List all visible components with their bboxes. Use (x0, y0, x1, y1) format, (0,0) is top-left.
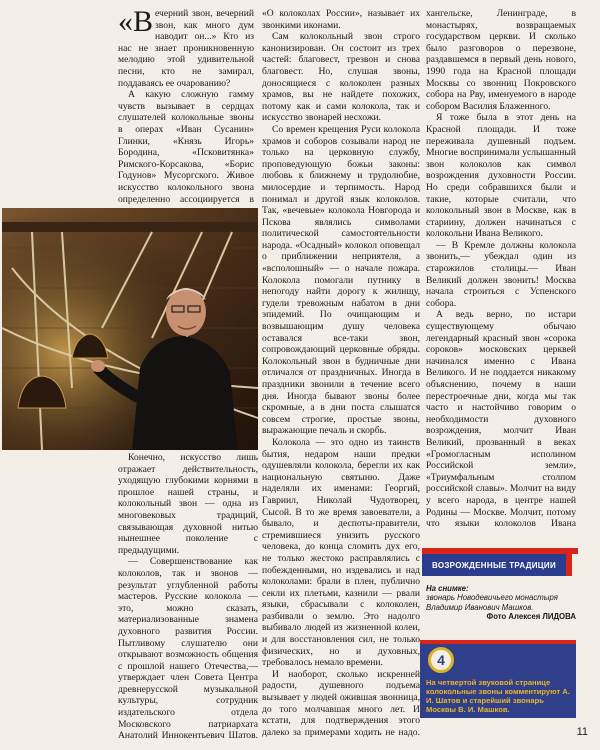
article-paragraph: «О колоколах России», называет их звонкими иконами. (262, 8, 420, 31)
article-paragraph: Колокола — это одно из таинств бытия, недаром наши предки одушевляли колокола, берегли их как национальную святыню. Даже наделяли их именами: Георгий, Гавриил, Николай Чудотворец, Сысой. В то же время завоеватели, а бывало, и деспоты-правители, стремившиеся унизить русского человека, до конца сломить дух его, не только жестоко расправлялись с побежденными, но издевались и над колоколами: брали в плен, публично секли их плетьми, казнили — рвали языки, сбрасывали с колоколен, разбивали о землю. Это надолго выбивало людей из жизненной колеи, и для восстановления сил, не только физических, но и духовных, требовалось немало времени. (262, 436, 420, 669)
caption-line: Владимир Иванович Машков. (426, 602, 534, 612)
article-paragraph: Конечно, искусство лишь отражает действительность, уходящую глубокими корнями в прошлое нашей страны, и колокольный звон — одна из многовековых традиций, связывающая духовной нитью нынешнее поколение с предыдущими. (118, 452, 258, 556)
article-paragraph: А ведь верно, по истари существующему обычаю легендарный красный звон «сорока сороков» московских церквей начинался именно с Ивана Великого. И не поддается никакому объяснению, почему в наши перестроечные дни, когда мы так часто и настойчиво говорим о необходимости духовного возрождения, молчит Иван Великий, прозванный в веках «Громогласным исполином Российской земли», «Триумфальным столпом российской славы». Молчит на виду у всего народа, в центре нашей Родины — Москве. Молчит, потому что языки колоколов Ивана (426, 309, 576, 528)
article-paragraph: хангельске, Ленинграде, в монастырях, возвращаемых государством церкви. И сколько было разговоров о перезвоне, раздавшемся в первый день нового, 1990 года на Красной площади Москвы со звонниц Покровского собора на Рву, именуемого в народе собором Василия Блаженного. (426, 8, 576, 112)
banner-label: ВОЗРОЖДЕННЫЕ ТРАДИЦИИ (422, 554, 572, 576)
drop-cap: «В (118, 8, 154, 38)
photo-illustration (2, 208, 258, 450)
article-paragraph (118, 8, 254, 89)
audio-page-number-badge: 4 (428, 647, 454, 673)
caption-title: На снимке: (426, 584, 469, 593)
article-paragraph: Со времен крещения Руси колокола храмов и соборов созывали народ не только на церковную службу, проповедующую божьи законы: любовь к ближнему и трудолюбие, милосердие и терпимость. Народ понимал и другой язык колоколов. Так, «вечевые» колокола Новгорода и Пскова являлись символами политической самостоятельности народа. «Осадный» колокол оповещал о приближении неприятеля, а «всполошный» — о начале пожара. Колокола помогали путнику в непогоду найти дорогу к жилищу, гудели тревожным набатом в дни эпидемий. По очищающим и возвышающим душу человека оставался все-таки звон, сопровождающий церковные обряды. Колокольный звон в будничные дни отличался от праздничных. Иногда в праздники звонили в течение всего дня. Иногда бывают звоны более скромные, а в дни поста слышатся совсем строгие, простые звоны, выражающие печаль и скорбь. (262, 123, 420, 437)
audio-page-info-text: На четвертой звуковой странице колокольные звоны комментируют А. И. Шатов и старейший звонарь Москвы В. И. Машков. (426, 678, 570, 714)
section-banner (422, 548, 578, 576)
article-paragraph: И наоборот, сколько искренней радости, душевного подъема вызывает у людей ожившая звонница, до того молчавшая много лет. И кстати, для подтверждения этого далеко за примерами ходить не надо. (262, 668, 420, 738)
photo-caption (426, 584, 576, 622)
article-column-3 (426, 8, 576, 528)
audio-page-info-box (420, 640, 576, 718)
paragraph-text: ечерний звон, вечерний звон, как много дум наводит он...» Кто из нас не знает проникновенную мелодию этой удивительной песни, кто не замирал, поддаваясь ее очарованию? (118, 8, 254, 89)
article-column-1-top (118, 8, 254, 204)
article-paragraph: А какую сложную гамму чувств вызывает в сердцах слушателей колокольные звоны в операх «Иван Сусанин» Глинки, «Князь Игорь» Бородина, «Псковитянка» Римского-Корсакова, «Борис Годунов» Мусоргского. Живое искусство колокольного звона определенно ассоциируется в (118, 89, 254, 204)
photo-credit: Фото Алексея ЛИДОВА (486, 612, 576, 622)
caption-line: звонарь Новодевичьего монастыря (426, 593, 558, 603)
bell-ringer-photo (2, 208, 258, 450)
article-column-1-bottom (118, 452, 258, 742)
article-paragraph: — В Кремле должны колокола звонить,— убеждал один из старожилов столицы.— Иван Великий должен звонить! Москва начала строиться с Успенского собора. (426, 239, 576, 309)
article-column-2 (262, 8, 420, 738)
article-paragraph: Сам колокольный звон строго канонизирован. Он состоит из трех частей: благовест, трезвон и снова благовест. Но, слушая звоны, доносящиеся с колоколен разных храмов, вы не найдете похожих, потому как и сами колокола, так и искусство звонарей несхожи. (262, 31, 420, 124)
page-number: 11 (576, 726, 588, 738)
article-paragraph: — Совершенствование как колоколов, так и звонов — результат углубленной работы мастеров. Русские колокола — это, можно сказать, материализованные знамена духовного развития России. Пытливому слушателю они открывают возможность общения с прошлой нашего Отечества,— утверждает член Совета Центра древнерусской музыкальной культуры, сотрудник издательского отдела Московского патриархата Анатолий Иннокентьевич Шатов. (118, 556, 258, 742)
article-paragraph: Я тоже была в этот день на Красной площади. И тоже переживала душевный подъем. Многие воспринимали услышанный звон колоколов как символ возрождения духовности России. Но среди собравшихся были и такие, которые считали, что колокольный звон в Москве, как в стариину, должен начинаться с колокольни Ивана Великого. (426, 112, 576, 240)
